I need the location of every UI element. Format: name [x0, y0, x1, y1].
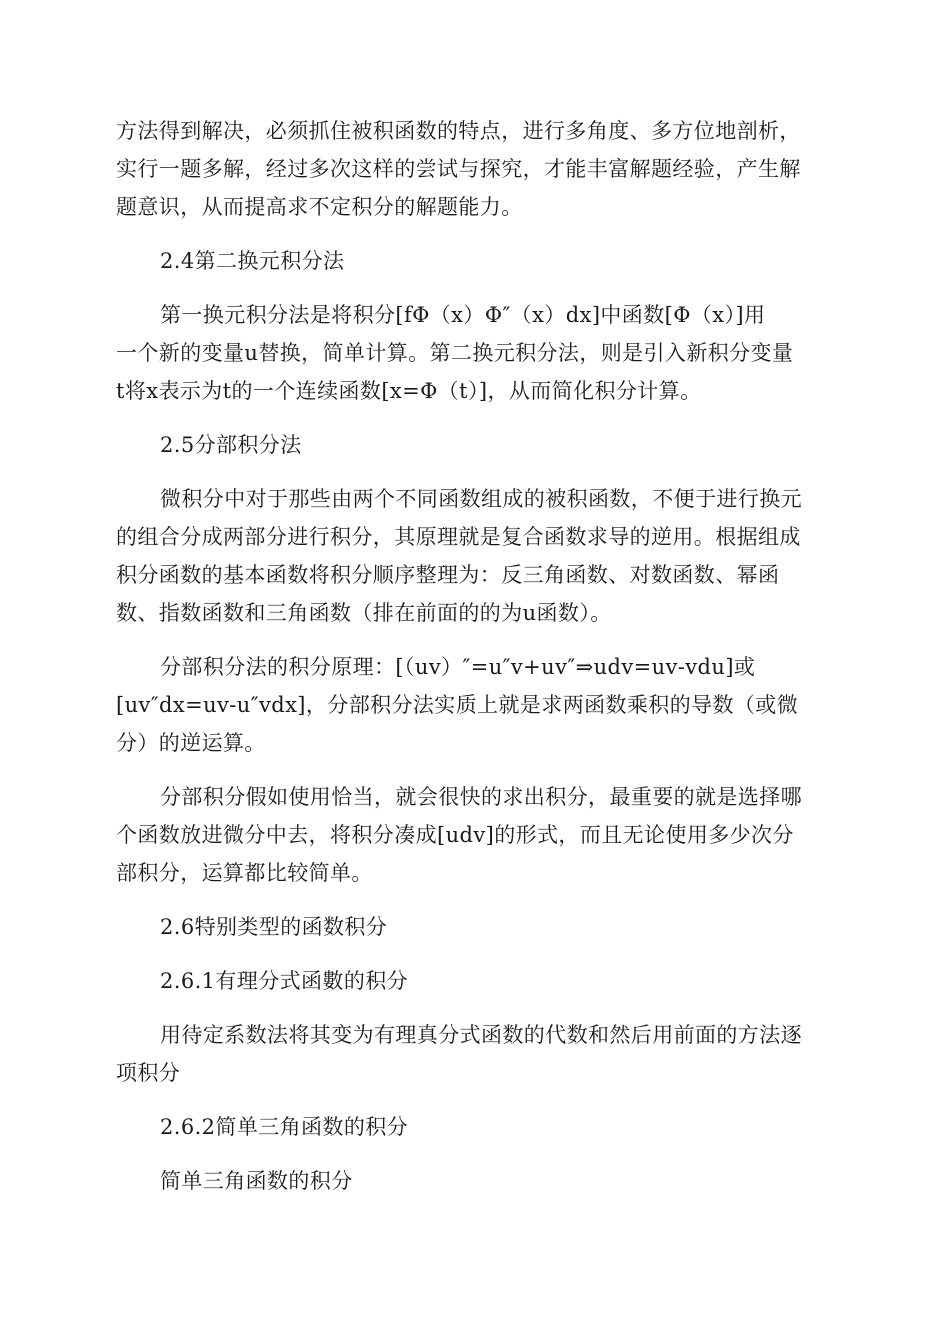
section-heading: 2.4第二换元积分法	[160, 249, 345, 273]
body-text-line: 项积分	[116, 1061, 181, 1085]
body-text-line: 微积分中对于那些由两个不同函数组成的被积函数，不便于进行换元	[160, 487, 802, 511]
body-text-line: 实行一题多解，经过多次这样的尝试与探究，才能丰富解题经验，产生解	[116, 157, 801, 181]
body-text-line: 一个新的变量u替换，简单计算。第二换元积分法，则是引入新积分变量	[116, 341, 794, 365]
body-text-line: 简单三角函数的积分	[160, 1169, 353, 1193]
body-text-line: [uv″dx=uv-u″vdx]，分部积分法实质上就是求两函数乘积的导数（或微	[116, 693, 799, 717]
body-text-line: 分部积分假如使用恰当，就会很快的求出积分，最重要的就是选择哪	[160, 785, 802, 809]
subsection-heading: 2.6.2简单三角函数的积分	[160, 1115, 409, 1139]
body-text-line: 方法得到解决，必须抓住被积函数的特点，进行多角度、多方位地剖析，	[116, 119, 801, 143]
subsection-heading: 2.6.1有理分式函數的积分	[160, 969, 409, 993]
body-text-line: t将x表示为t的一个连续函数[x=Φ（t）]，从而简化积分计算。	[116, 379, 702, 403]
body-text-line: 分部积分法的积分原理：[（uv）″=u″v+uv″⇒udv=uv-vdu]或	[160, 655, 756, 679]
section-heading: 2.5分部积分法	[160, 433, 302, 457]
body-text-line: 数、指数函数和三角函数（排在前面的的为u函数）。	[116, 601, 612, 625]
body-text-line: 的组合分成两部分进行积分，其原理就是复合函数求导的逆用。根据组成	[116, 525, 801, 549]
body-text-line: 分）的逆运算。	[116, 731, 266, 755]
body-text-line: 个函数放进微分中去，将积分凑成[udv]的形式，而且无论使用多少次分	[116, 823, 794, 847]
body-text-line: 题意识，从而提高求不定积分的解题能力。	[116, 195, 523, 219]
body-text-line: 用待定系数法将其变为有理真分式函数的代数和然后用前面的方法逐	[160, 1023, 802, 1047]
body-text-line: 部积分，运算都比较简单。	[116, 861, 373, 885]
body-text-line: 第一换元积分法是将积分[fΦ（x）Φ″（x）dx]中函数[Φ（x）]用	[160, 303, 766, 327]
body-text-line: 积分函数的基本函数将积分顺序整理为：反三角函数、对数函数、幂函	[116, 563, 780, 587]
section-heading: 2.6特别类型的函数积分	[160, 915, 388, 939]
